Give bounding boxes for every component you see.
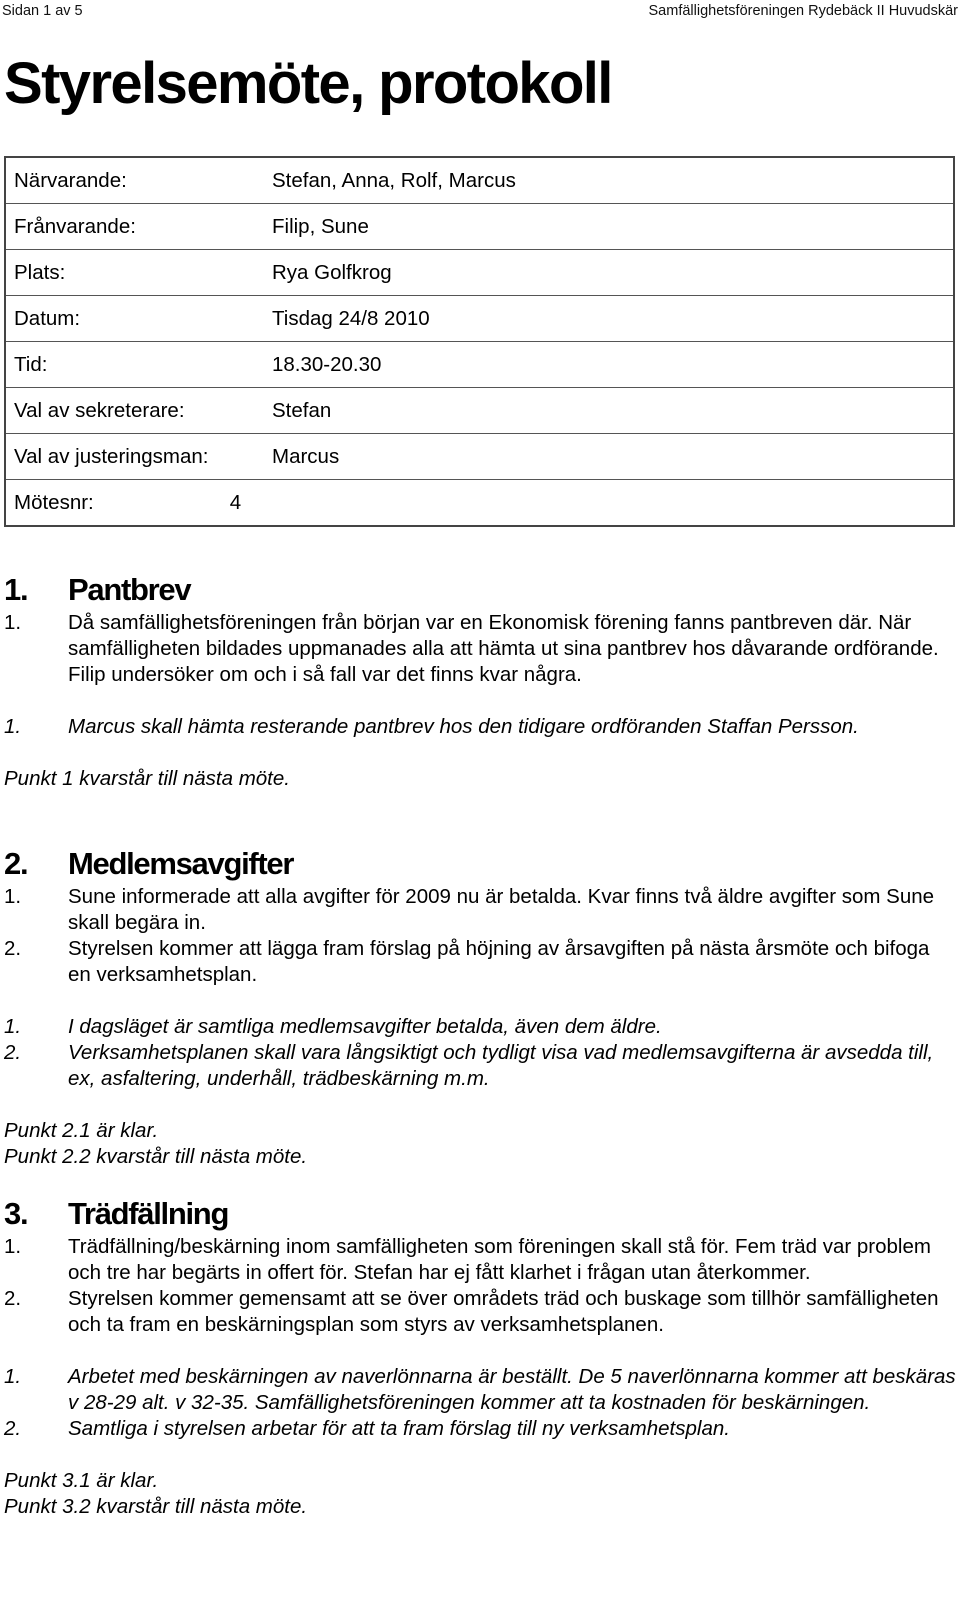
discussion-list [4,884,956,988]
list-item [4,1234,956,1286]
document-title: Styrelsemöte, protokoll [4,51,612,116]
page-number: Sidan 1 av 5 [2,3,83,19]
item-text: Verksamhetsplanen skall vara långsiktigt och tydligt visa vad medlemsavgifterna är avsedda till, ex, asfaltering, underhåll, trädbeskärning m.m. [68,1041,934,1090]
info-row [5,204,954,250]
section-title: Trädfällning [68,1196,229,1231]
info-row [5,342,954,388]
section-number: 1. [4,572,28,607]
item-number: 2. [4,1041,22,1064]
info-label-text: Mötesnr: [14,490,94,514]
status-line: Punkt 2.1 är klar. [4,1119,159,1142]
item-number: 1. [4,715,22,738]
section-heading [4,844,956,884]
item-text: Styrelsen kommer att lägga fram förslag på höjning av årsavgiften på nästa årsmöte och bifoga en verksamhetsplan. [68,937,930,986]
list-item [4,1014,956,1040]
info-value: 4 [229,490,242,514]
section-tradfallning [4,1194,956,1520]
section-number: 2. [4,846,28,881]
list-item [4,1040,956,1092]
section-heading [4,1194,956,1234]
section-pantbrev [4,570,956,792]
info-value: Tisdag 24/8 2010 [264,296,954,342]
followup-list [4,1364,956,1442]
section-medlemsavgifter [4,844,956,1170]
info-row [5,296,954,342]
info-row [5,157,954,204]
section-title: Medlemsavgifter [68,846,294,881]
info-row [5,388,954,434]
item-number: 2. [4,1417,22,1440]
status-line: Punkt 3.2 kvarstår till nästa möte. [4,1495,308,1518]
discussion-list [4,1234,956,1338]
info-label: Datum: [5,296,264,342]
meeting-info-table [4,156,955,527]
item-number: 1. [4,1015,22,1038]
list-item [4,1364,956,1416]
item-text: Sune informerade att alla avgifter för 2009 nu är betalda. Kvar finns två äldre avgifter som Sune skall begära in. [68,885,935,934]
info-value-empty [264,480,954,527]
item-text: Arbetet med beskärningen av naverlönnarna är beställt. De 5 naverlönnarna kommer att beskäras v 28-29 alt. v 32-35. Samfällighetsföreningen kommer att ta kostnaden för beskärningen. [68,1365,956,1414]
item-number: 2. [4,1287,22,1310]
item-number: 1. [4,611,22,634]
followup-list [4,1014,956,1092]
list-item [4,936,956,988]
discussion-list [4,610,956,688]
list-item [4,610,956,688]
info-label: Frånvarande: [5,204,264,250]
item-number: 1. [4,885,22,908]
item-text: I dagsläget är samtliga medlemsavgifter betalda, även dem äldre. [68,1015,662,1038]
info-value: Filip, Sune [264,204,954,250]
status-line: Punkt 3.1 är klar. [4,1469,159,1492]
info-value: Stefan [264,388,954,434]
organization-name: Samfällighetsföreningen Rydebäck II Huvudskär [648,3,958,19]
section-title: Pantbrev [68,572,191,607]
info-label: Val av justeringsman: [5,434,264,480]
list-item [4,884,956,936]
info-value: Stefan, Anna, Rolf, Marcus [264,157,954,204]
list-item [4,714,956,740]
item-text: Samtliga i styrelsen arbetar för att ta fram förslag till ny verksamhetsplan. [68,1417,730,1440]
status-line: Punkt 2.2 kvarstår till nästa möte. [4,1145,308,1168]
info-row [5,434,954,480]
info-value: Marcus [264,434,954,480]
section-heading [4,570,956,610]
item-text: Trädfällning/beskärning inom samfälligheten som föreningen skall stå för. Fem träd var problem och tre har begärts in offert för. Stefan har ej fått klarhet i frågan utan återkommer. [68,1235,931,1284]
info-label: Val av sekreterare: [5,388,264,434]
item-number: 1. [4,1235,22,1258]
item-text: Styrelsen kommer gemensamt att se över områdets träd och buskage som tillhör samfälligheten och ta fram en beskärningsplan som styrs av verksamhetsplanen. [68,1287,939,1336]
item-number: 2. [4,937,22,960]
section-number: 3. [4,1196,28,1231]
item-text: Då samfällighetsföreningen från början var en Ekonomisk förening fanns pantbreven där. När samfälligheten bildades uppmanades alla att hämta ut sina pantbrev hos dåvarande ordförande. Filip undersöker om och i så fall var det finns kvar några. [68,611,939,686]
info-label [5,480,264,527]
list-item [4,1286,956,1338]
status-line: Punkt 1 kvarstår till nästa möte. [4,767,290,790]
info-label: Plats: [5,250,264,296]
list-item [4,1416,956,1442]
info-value: Rya Golfkrog [264,250,954,296]
info-value: 18.30-20.30 [264,342,954,388]
followup-list [4,714,956,740]
info-row [5,480,954,527]
info-label: Tid: [5,342,264,388]
item-text: Marcus skall hämta resterande pantbrev hos den tidigare ordföranden Staffan Persson. [68,715,859,738]
item-number: 1. [4,1365,22,1388]
info-row [5,250,954,296]
info-label: Närvarande: [5,157,264,204]
